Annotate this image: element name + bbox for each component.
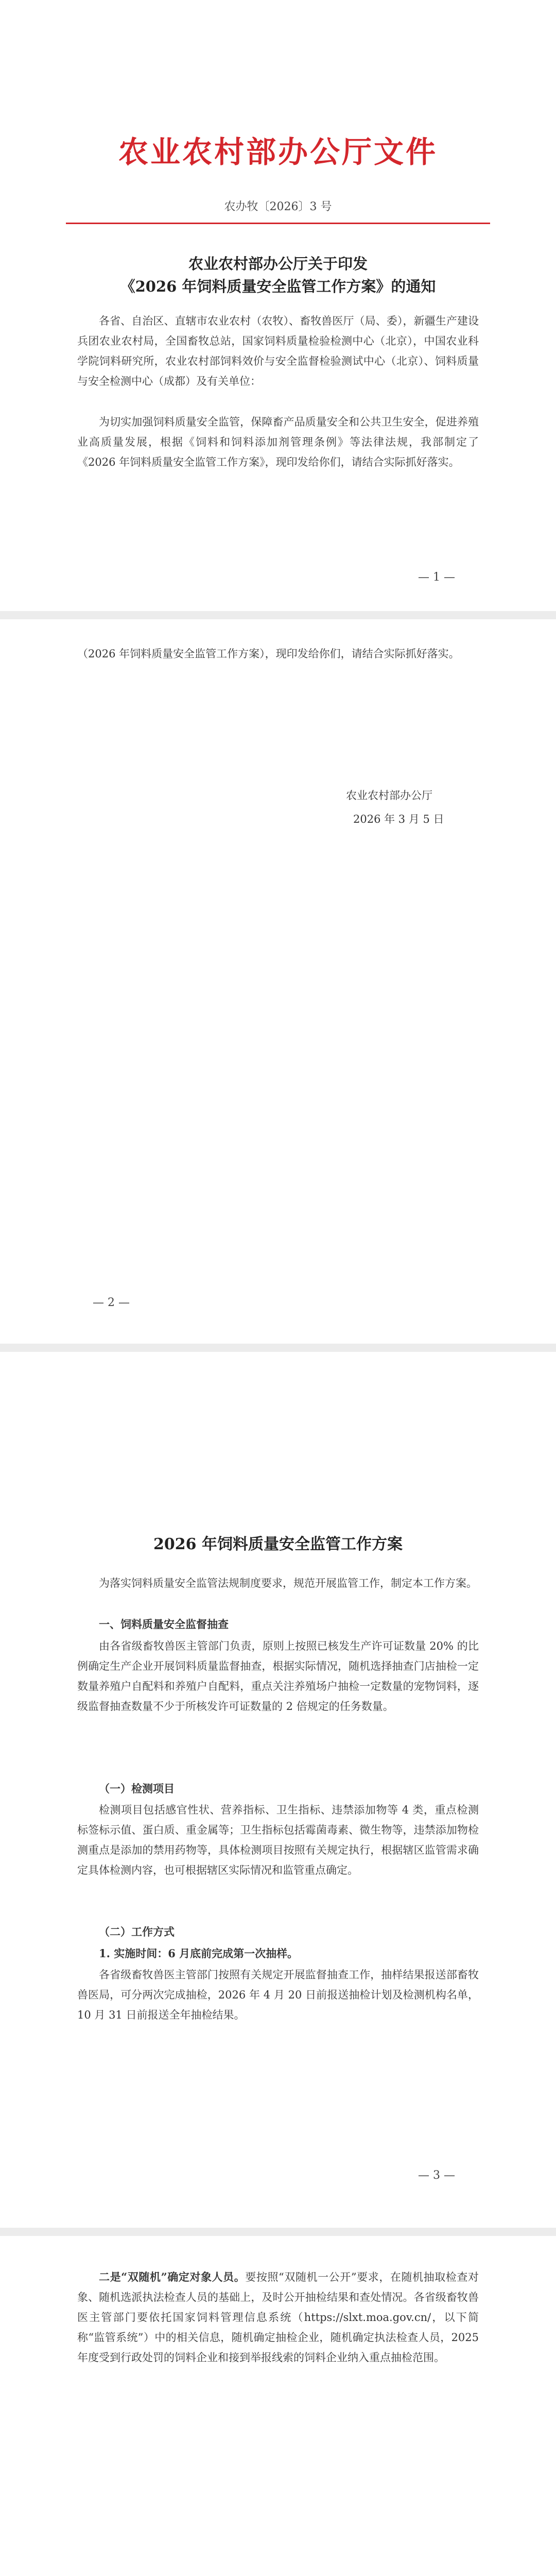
page-number-3: — 3 — [418, 2169, 455, 2182]
section-1-subheading-1: （一）检测项目 [99, 1782, 175, 1795]
agency-title: 农业农村部办公厅文件 [118, 134, 438, 170]
item-2-lead: 二是“双随机”确定对象人员。 [99, 2270, 246, 2283]
doc-number: 农办牧〔2026〕3 号 [224, 200, 332, 213]
plan-title: 2026 年饲料质量安全监管工作方案 [153, 1535, 403, 1553]
notice-title-line1: 农业农村部办公厅关于印发 [188, 255, 368, 273]
page-number-1: — 1 — [418, 571, 455, 584]
page-3 [0, 1352, 556, 2228]
section-1-paragraph: 由各省级畜牧兽医主管部门负责，原则上按照已核发生产许可证数量 20% 的比例确定生产企业开展饲料质量监督抽查，根据实际情况，随机选择抽查门店抽检一定数量养殖户自配料和养殖户自配料，重点关注养殖场户抽检一定数量的宠物饲料，逐级监督抽查数量不少于所核发许可证数量的 2 倍规定的任务数量。 [77, 1640, 479, 1713]
page-separator [0, 611, 556, 619]
page-separator [0, 1344, 556, 1352]
page-separator [0, 2228, 556, 2236]
item-2-text: 要按照“双随机一公开”要求，在随机抽取检查对象、随机选派执法检查人员的基础上，及时公开抽检结果和查处情况。各省级畜牧兽医主管部门要依托国家饲料管理信息系统（https://slxt.moa.gov.cn/，以下简称“监管系统”）中的相关信息，随机确定抽检企业，随机确定执法检查人员，2025 年度受到行政处罚的饲料企业和接到举报线索的饲料企业纳入重点抽检范围。 [77, 2271, 479, 2364]
section-1-sub1-paragraph: 检测项目包括感官性状、营养指标、卫生指标、违禁添加物等 4 类，重点检测标签标示值、蛋白质、重金属等；卫生指标包括霉菌毒素、微生物等，违禁添加物检测重点是添加的禁用药物等，具体检测项目按照有关规定执行，根据辖区监管需求确定具体检测内容，也可根据辖区实际情况和监管重点确定。 [77, 1804, 479, 1876]
page-4 [0, 2236, 556, 2576]
notice-paragraph-continued: （2026 年饲料质量安全监管工作方案），现印发给你们，请结合实际抓好落实。 [77, 648, 460, 660]
notice-paragraph-body: 为切实加强饲料质量安全监管，保障畜产品质量安全和公共卫生安全，促进养殖业高质量发展，根据《饲料和饲料添加剂管理条例》等法律法规，我部制定了《2026 年饲料质量安全监管工作方案》，现印发给你们，请结合实际抓好落实。 [77, 416, 479, 468]
section-1-sub2-paragraph: 各省级畜牧兽医主管部门按照有关规定开展监督抽查工作，抽样结果报送部畜牧兽医局，可分两次完成抽检，2026 年 4 月 20 日前报送抽检计划及检测机构名单，10 月 31 日前报送全年抽检结果。 [77, 1969, 479, 2021]
signature-date: 2026 年 3 月 5 日 [353, 813, 444, 825]
plan-intro: 为落实饲料质量安全监管法规制度要求，规范开展监管工作，制定本工作方案。 [99, 1577, 477, 1589]
signature-org: 农业农村部办公厅 [346, 789, 432, 802]
page-2 [0, 619, 556, 1344]
section-1-item-2 [77, 2267, 479, 2368]
red-divider [66, 223, 490, 224]
notice-paragraph-addressees: 各省、自治区、直辖市农业农村（农牧）、畜牧兽医厅（局、委），新疆生产建设兵团农业农村局，全国畜牧总站，国家饲料质量检验检测中心（北京），中国农业科学院饲料研究所，农业农村部饲料效价与安全监督检验测试中心（北京）、饲料质量与安全检测中心（成都）及有关单位： [77, 315, 479, 387]
section-1-heading: 一、饲料质量安全监督抽查 [99, 1618, 229, 1631]
page-1 [0, 0, 556, 611]
section-1-subheading-2: （二）工作方式 [99, 1925, 175, 1938]
section-1-sub2-item-1: 1. 实施时间：6 月底前完成第一次抽样。 [99, 1947, 299, 1960]
page-number-2: — 2 — [93, 1296, 130, 1309]
notice-title-line2: 《2026 年饲料质量安全监管工作方案》的通知 [120, 278, 436, 295]
